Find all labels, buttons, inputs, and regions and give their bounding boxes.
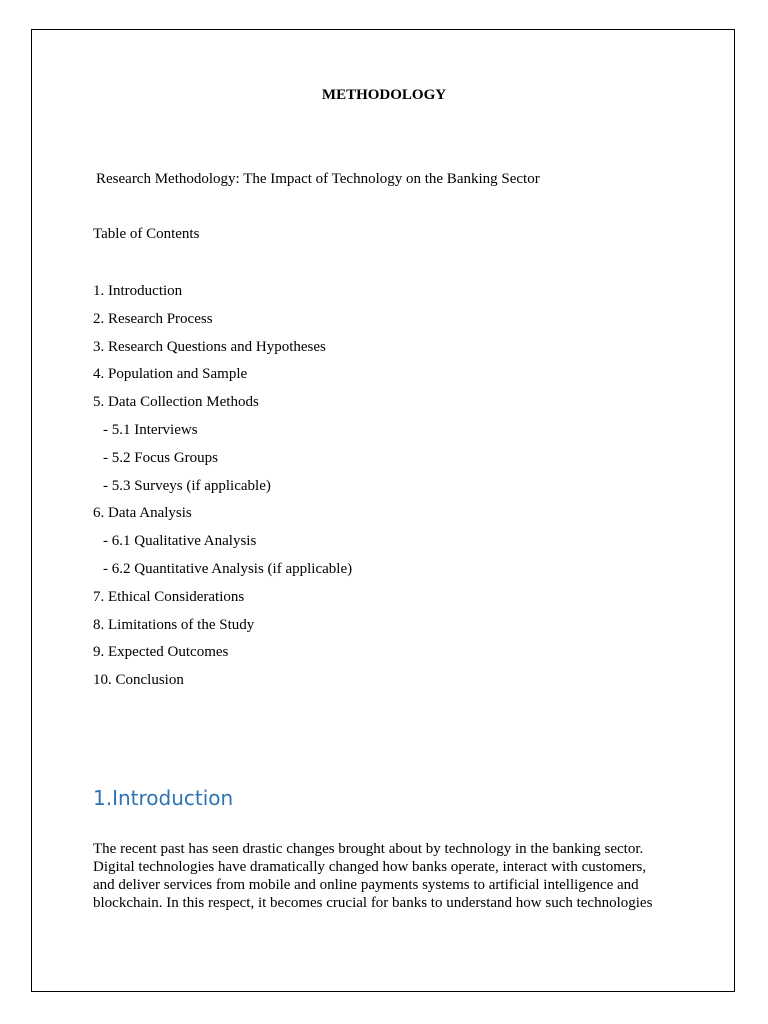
body-paragraph <box>93 840 673 912</box>
toc-item: 1. Introduction <box>93 283 183 299</box>
paragraph-line: blockchain. In this respect, it becomes crucial for banks to understand how such technologies <box>93 895 653 911</box>
toc-item: 9. Expected Outcomes <box>93 644 229 661</box>
section-heading: 1.Introduction <box>93 786 234 810</box>
toc-title: Table of Contents <box>93 226 200 242</box>
toc-item: 2. Research Process <box>93 310 213 327</box>
toc-item: 7. Ethical Considerations <box>93 588 245 605</box>
toc-subitem: - 5.2 Focus Groups <box>103 449 218 466</box>
paragraph-line: and deliver services from mobile and online payments systems to artificial intelligence and <box>93 877 639 893</box>
toc-item: 10. Conclusion <box>93 672 184 689</box>
toc-item: 6. Data Analysis <box>93 505 192 522</box>
toc-item: 3. Research Questions and Hypotheses <box>93 338 326 355</box>
toc-item: 4. Population and Sample <box>93 366 248 383</box>
toc-subitem: - 5.3 Surveys (if applicable) <box>103 477 271 494</box>
page-title: METHODOLOGY <box>321 87 447 103</box>
paragraph-line: Digital technologies have dramatically changed how banks operate, interact with customers, <box>93 859 647 875</box>
toc-subitem: - 5.1 Interviews <box>103 421 198 438</box>
toc-subitem: - 6.2 Quantitative Analysis (if applicable) <box>103 560 353 577</box>
toc-subitem: - 6.1 Qualitative Analysis <box>103 533 257 550</box>
table-of-contents <box>93 282 352 699</box>
document-subtitle: Research Methodology: The Impact of Technology on the Banking Sector <box>96 171 540 187</box>
toc-item: 5. Data Collection Methods <box>93 394 259 411</box>
toc-item: 8. Limitations of the Study <box>93 616 255 633</box>
paragraph-line: The recent past has seen drastic changes brought about by technology in the banking sector. <box>93 841 644 857</box>
